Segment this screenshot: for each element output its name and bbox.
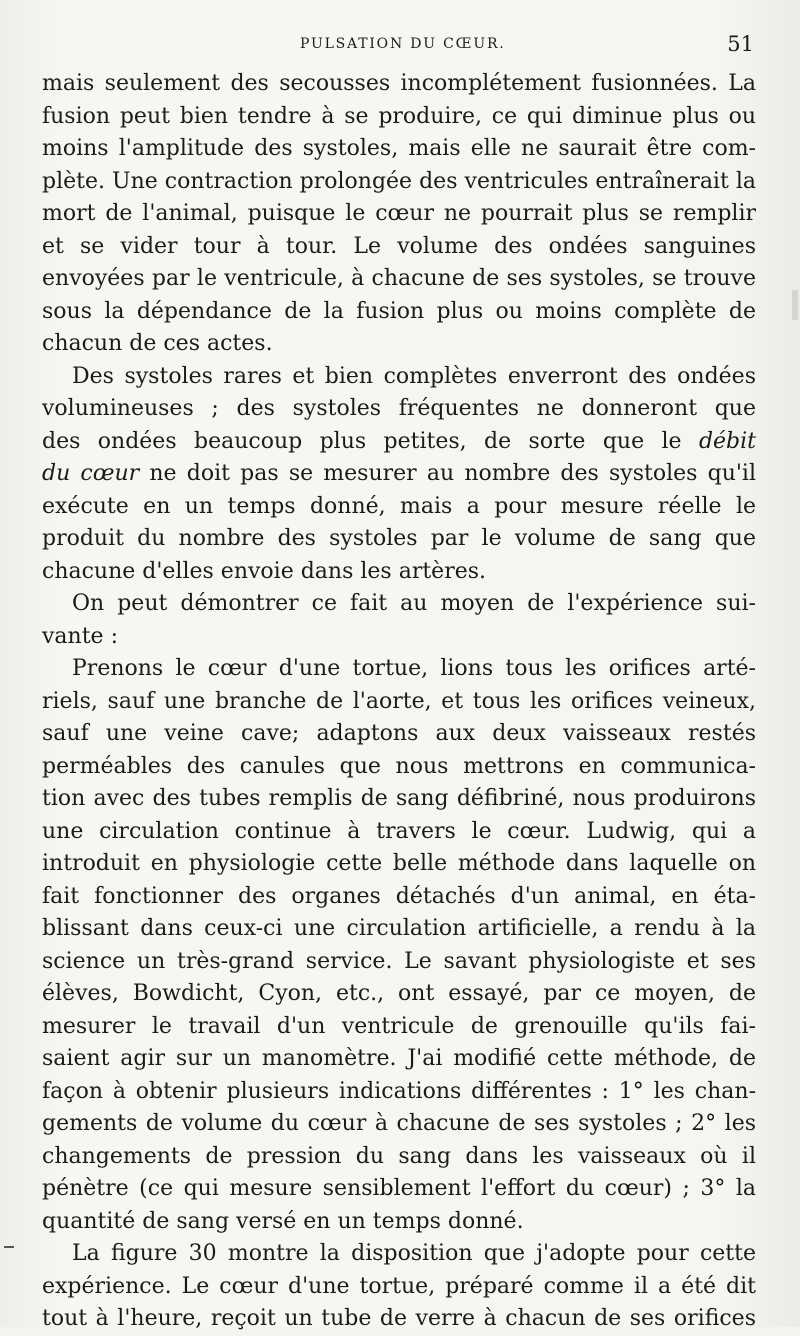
text-line: changements de pression du sang dans les vaisseaux où il <box>42 1143 756 1169</box>
text-line: mesurer le travail d'un ventricule de grenouille qu'ils fai- <box>42 1013 756 1039</box>
text-line: fusion peut bien tendre à se produire, ce qui diminue plus ou <box>42 103 756 129</box>
text-line: saient agir sur un manomètre. J'ai modifié cette méthode, de <box>42 1046 756 1071</box>
text-line: gements de volume du cœur à chacune de ses systoles ; 2° les <box>42 1111 756 1136</box>
text-line: vante : <box>42 623 118 649</box>
text-line: sauf une veine cave; adaptons aux deux vaisseaux restés <box>42 721 756 746</box>
text-line: chacun de ces actes. <box>42 331 273 356</box>
text-line: introduit en physiologie cette belle méthode dans laquelle on <box>42 851 756 876</box>
text-line: plète. Une contraction prolongée des ventricules entraînerait la <box>42 168 756 194</box>
text-fragment: ne doit pas se mesurer au nombre des systoles qu'il <box>139 461 756 486</box>
italic-term: débit <box>698 428 756 454</box>
text-line: perméables des canules que nous mettrons en communica- <box>42 753 756 779</box>
page-edge-mark <box>792 290 798 320</box>
text-line: mais seulement des secousses incomplétement fusionnées. La <box>42 71 756 96</box>
text-line: pénètre (ce qui mesure sensiblement l'effort du cœur) ; 3° la <box>42 1176 756 1201</box>
text-fragment: des ondées beaucoup plus petites, de sorte que le <box>42 428 699 454</box>
body-text <box>42 68 756 1336</box>
text-line <box>42 426 756 459</box>
margin-tick-mark <box>4 1246 14 1248</box>
text-line: élèves, Bowdicht, Cyon, etc., ont essayé, par ce moyen, de <box>42 981 756 1006</box>
text-line: mort de l'animal, puisque le cœur ne pourrait plus se remplir <box>42 201 756 226</box>
text-line: Des systoles rares et bien complètes enverront des ondées <box>72 363 756 389</box>
text-line: science un très-grand service. Le savant physiologiste et ses <box>42 948 756 974</box>
text-line: riels, sauf une branche de l'aorte, et tous les orifices veineux, <box>42 688 756 714</box>
text-line: tout à l'heure, reçoit un tube de verre à chacun de ses orifices <box>42 1306 756 1331</box>
running-head: PULSATION DU CŒUR. <box>300 36 506 52</box>
text-line: produit du nombre des systoles par le volume de sang que <box>42 526 756 551</box>
text-line: et se vider tour à tour. Le volume des ondées sanguines <box>42 233 756 259</box>
text-line: façon à obtenir plusieurs indications différentes : 1° les chan- <box>42 1078 756 1104</box>
text-line: tion avec des tubes remplis de sang défibriné, nous produirons <box>42 786 756 811</box>
text-line: envoyées par le ventricule, à chacune de ses systoles, se trouve <box>42 266 756 291</box>
page-number: 51 <box>727 32 754 56</box>
text-line: sous la dépendance de la fusion plus ou moins complète de <box>42 298 756 324</box>
text-line: une circulation continue à travers le cœur. Ludwig, qui a <box>42 818 756 844</box>
text-line: La figure 30 montre la disposition que j'adopte pour cette <box>72 1241 756 1266</box>
text-line: quantité de sang versé en un temps donné. <box>42 1208 524 1234</box>
text-line: exécute en un temps donné, mais a pour mesure réelle le <box>42 493 756 519</box>
text-line: moins l'amplitude des systoles, mais elle ne saurait être com- <box>42 136 756 161</box>
text-line: Prenons le cœur d'une tortue, lions tous les orifices arté- <box>72 656 756 681</box>
text-line: volumineuses ; des systoles fréquentes ne donneront que <box>42 396 756 421</box>
page-header <box>0 32 800 62</box>
text-line: blissant dans ceux-ci une circulation artificielle, a rendu à la <box>42 916 756 941</box>
text-line: On peut démontrer ce fait au moyen de l'expérience sui- <box>72 591 756 616</box>
text-line <box>42 458 756 491</box>
text-line: chacune d'elles envoie dans les artères. <box>42 558 487 584</box>
text-line: fait fonctionner des organes détachés d'un animal, en éta- <box>42 883 756 909</box>
italic-term: du cœur <box>42 461 140 486</box>
text-line: expérience. Le cœur d'une tortue, préparé comme il a été dit <box>42 1273 756 1299</box>
